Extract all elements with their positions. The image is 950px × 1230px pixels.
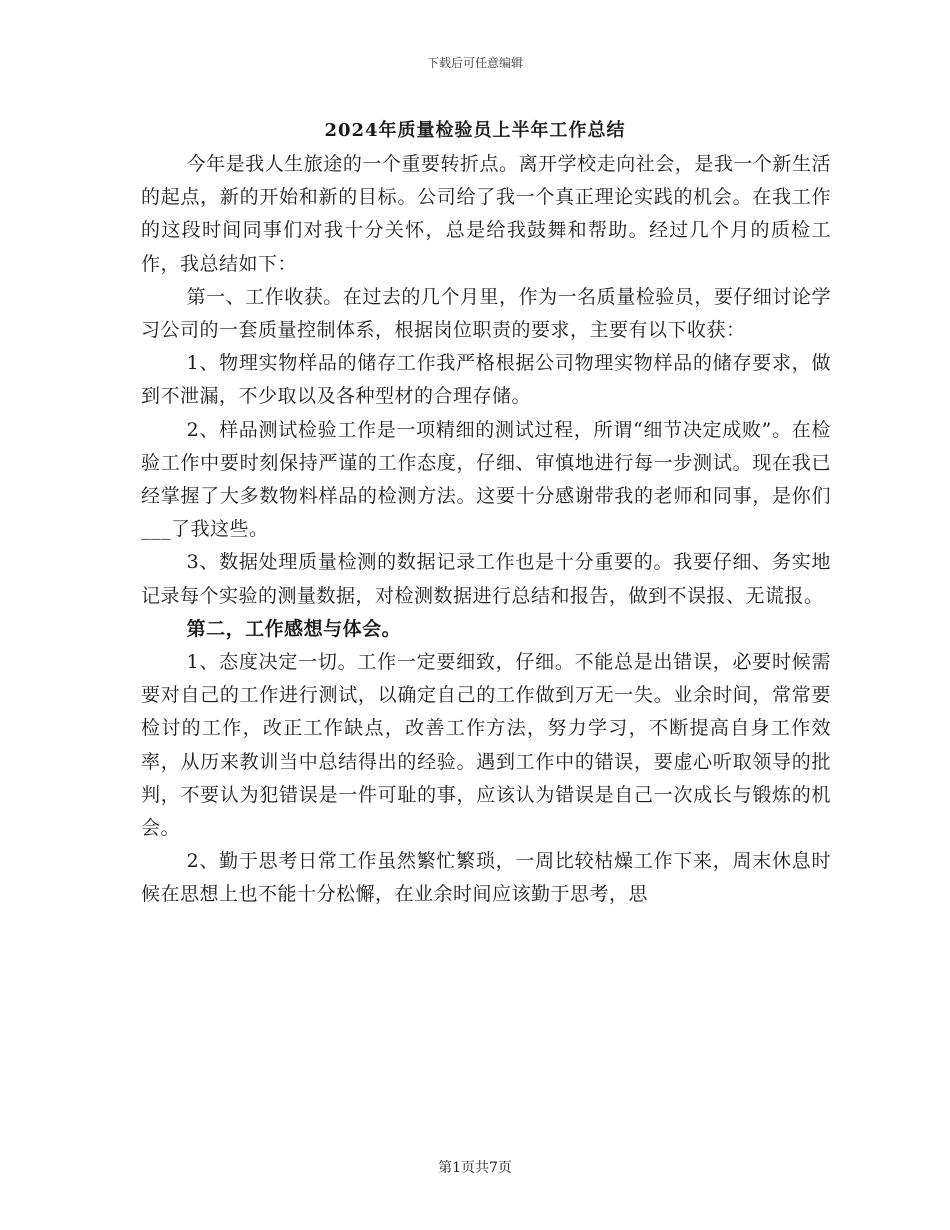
section-heading-two: 第二，工作感想与体会。 — [186, 617, 402, 640]
paragraph-item-storage: 1、物理实物样品的储存工作我严格根据公司物理实物样品的储存要求，做到不泄漏，不少取以及各种型材的合理存储。 — [141, 352, 831, 408]
header-note: 下载后可任意编辑 — [426, 56, 523, 70]
document-title: 2024年质量检验员上半年工作总结 — [324, 120, 626, 141]
paragraph-section-one: 第一、工作收获。在过去的几个月里，作为一名质量检验员，要仔细讨论学习公司的一套质量控制体系，根据岗位职责的要求，主要有以下收获： — [141, 285, 831, 342]
paragraph-item-attitude: 1、态度决定一切。工作一定要细致，仔细。不能总是出错误，必要时候需要对自己的工作进行测试，以确定自己的工作做到万无一失。业余时间，常常要检讨的工作，改正工作缺点，改善工作方法，努力学习，不断提高自身工作效率，从历来教训当中总结得出的经验。遇到工作中的错误，要虚心听取领导的批判，不要认为犯错误是一件可耻的事，应该认为错误是自己一次成长与锻炼的机会。 — [141, 651, 831, 840]
paragraph-item-data: 3、数据处理质量检测的数据记录工作也是十分重要的。我要仔细、务实地记录每个实验的测量数据，对检测数据进行总结和报告，做到不误报、无谎报。 — [141, 551, 831, 607]
document-body — [141, 148, 831, 912]
paragraph-item-thinking: 2、勤于思考日常工作虽然繁忙繁琐，一周比较枯燥工作下来，周末休息时候在思想上也不能十分松懈，在业余时间应该勤于思考，思 — [141, 850, 831, 906]
page-number-footer: 第1页共7页 — [438, 1160, 512, 1176]
paragraph-intro: 今年是我人生旅途的一个重要转折点。离开学校走向社会，是我一个新生活的起点，新的开始和新的目标。公司给了我一个真正理论实践的机会。在我工作的这段时间同事们对我十分关怀，总是给我鼓舞和帮助。经过几个月的质检工作，我总结如下： — [141, 153, 831, 275]
paragraph-item-testing: 2、样品测试检验工作是一项精细的测试过程，所谓“细节决定成败”。在检验工作中要时刻保持严谨的工作态度，仔细、审慎地进行每一步测试。现在我已经掌握了大多数物料样品的检测方法。这要十分感谢带我的老师和同事，是你们___了我这些。 — [141, 418, 831, 541]
